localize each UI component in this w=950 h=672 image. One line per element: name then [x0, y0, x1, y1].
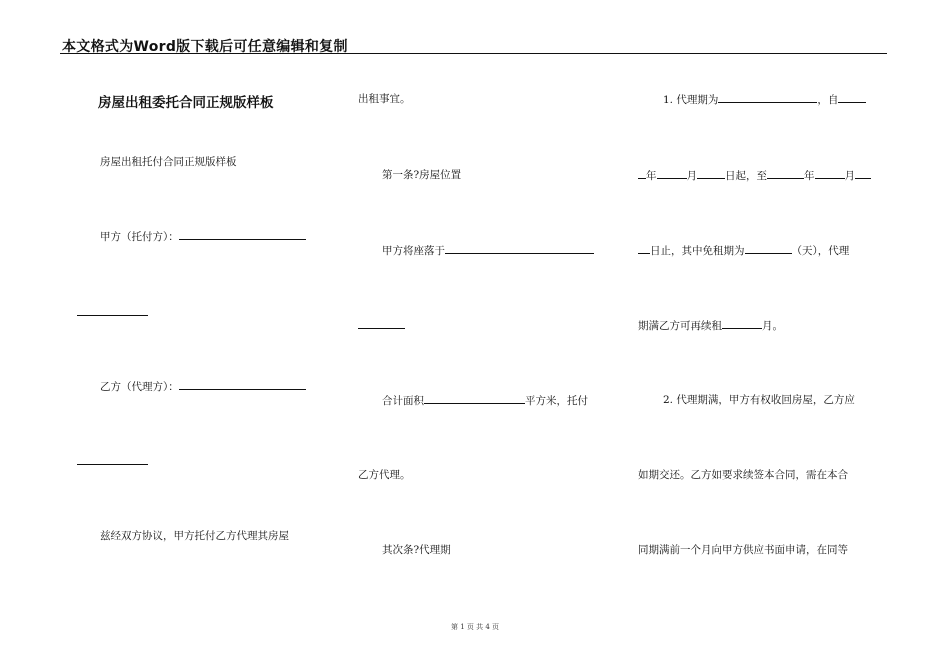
day-from-label: 日起，至	[725, 170, 767, 182]
term-blank	[718, 92, 817, 103]
renew-line	[638, 318, 783, 333]
location-blank	[445, 243, 594, 254]
page-header-text: 本文格式为Word版下载后可任意编辑和复制	[62, 39, 348, 55]
end-day-blank	[855, 168, 871, 179]
year-label: 年	[646, 170, 657, 182]
article-1-heading: 第一条?房屋位置	[382, 169, 462, 181]
located-label: 甲方将座落于	[382, 245, 445, 257]
party-b-blank	[179, 379, 306, 390]
end-day-blank-2	[638, 243, 650, 254]
agent-text: 乙方代理。	[358, 469, 411, 481]
located-line	[382, 243, 594, 258]
start-month-blank	[657, 168, 687, 179]
renew-months-blank	[722, 318, 762, 329]
document-title: 房屋出租委托合同正规版样板	[98, 95, 274, 111]
end-month-blank	[815, 168, 845, 179]
days-text: （天），代理	[791, 245, 850, 257]
month-label: 月	[686, 170, 697, 182]
start-day-blank	[697, 168, 725, 179]
page-footer: 第 1 页 共 4 页	[450, 623, 500, 631]
end-stop-text: 日止，其中免租期为	[650, 245, 745, 257]
party-b-blank-2	[77, 454, 148, 465]
year-label-2: 年	[804, 170, 815, 182]
renew-text: 期满乙方可再续租	[638, 320, 722, 332]
start-year-blank	[838, 92, 866, 103]
clause-2-line-1: 2. 代理期满，甲方有权收回房屋，乙方应	[663, 394, 855, 406]
area-label: 合计面积	[382, 395, 424, 407]
clause-2-line-2: 如期交还。乙方如要求续签本合同，需在本合	[638, 469, 848, 481]
party-b-blank-cont	[77, 454, 148, 469]
party-a-label: 甲方（托付方）：	[100, 231, 179, 243]
party-a-blank-2	[77, 305, 148, 316]
party-a-blank-cont	[77, 305, 148, 320]
party-a-line	[100, 229, 306, 244]
term-label: 1. 代理期为	[663, 94, 719, 106]
term-line-1	[663, 92, 866, 107]
party-b-line	[100, 379, 306, 394]
term-dates-line	[638, 168, 871, 183]
location-blank-cont	[358, 318, 405, 333]
clause-2-line-3: 同期满前一个月向甲方供应书面申请，在同等	[638, 544, 848, 556]
area-line	[382, 393, 588, 408]
party-a-blank	[179, 229, 306, 240]
free-rent-line	[638, 243, 849, 258]
continued-text: 出租事宜。	[358, 93, 411, 105]
agreement-text: 兹经双方协议，甲方托付乙方代理其房屋	[100, 530, 289, 542]
end-year-blank	[767, 168, 804, 179]
area-blank	[424, 393, 525, 404]
area-unit-text: 平方米，托付	[525, 395, 588, 407]
start-year-blank-2	[638, 168, 646, 179]
term-from: ，自	[817, 94, 839, 106]
month-label-2: 月	[844, 170, 855, 182]
free-rent-blank	[745, 243, 792, 254]
month-end-text: 月。	[762, 320, 783, 332]
location-blank-2	[358, 318, 405, 329]
party-b-label: 乙方（代理方）：	[100, 381, 179, 393]
document-subtitle: 房屋出租托付合同正规版样板	[100, 156, 237, 168]
header-divider	[60, 53, 887, 54]
article-2-heading: 其次条?代理期	[382, 544, 451, 556]
